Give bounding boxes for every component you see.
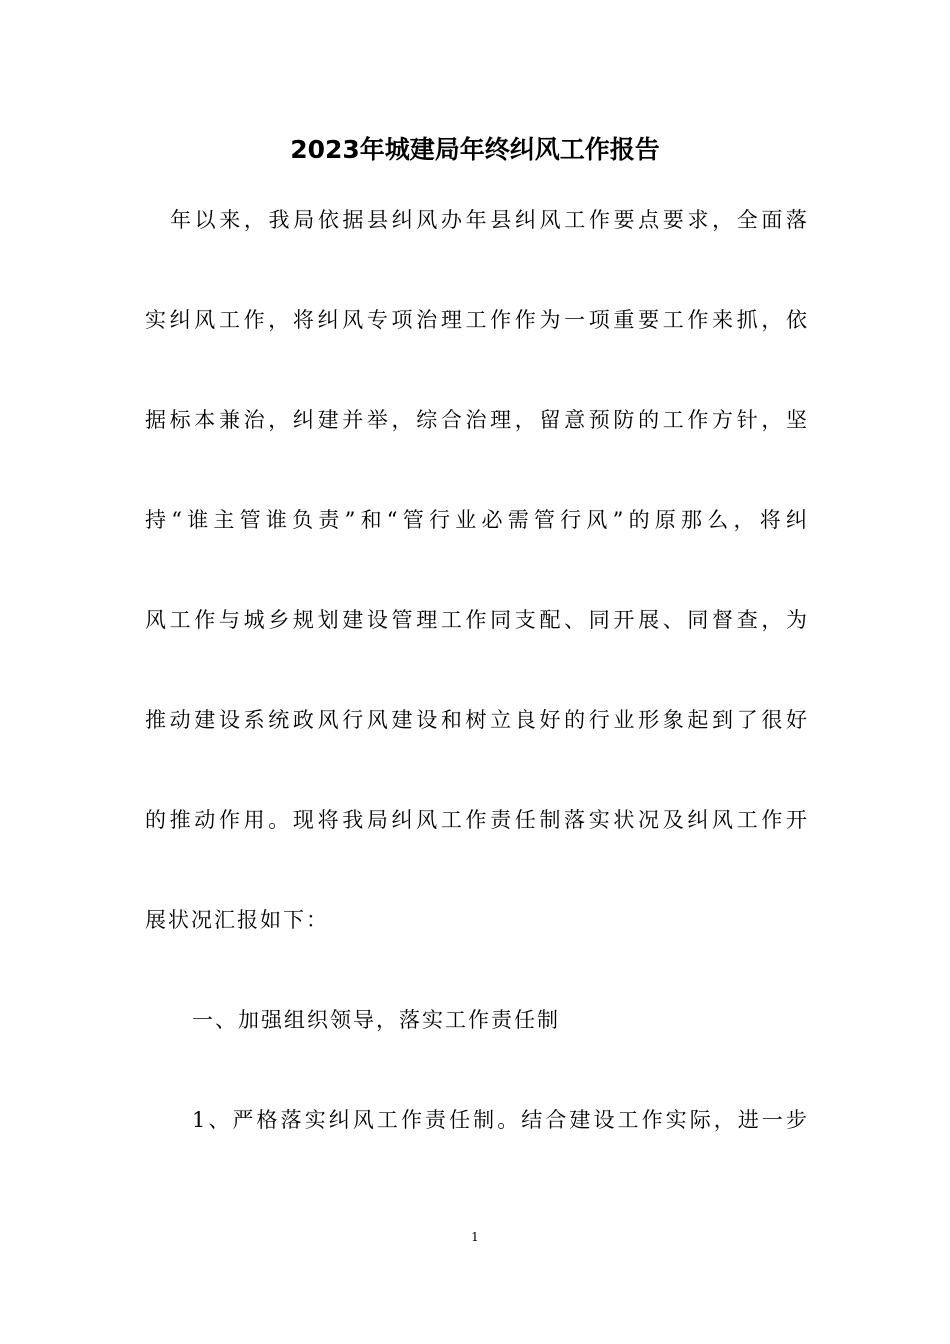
paragraph-line: 实纠风工作，将纠风专项治理工作作为一项重要工作来抓，依 xyxy=(145,308,807,332)
paragraph-line: 据标本兼治，纠建并举，综合治理，留意预防的工作方针，坚 xyxy=(145,408,807,432)
section-heading: 一、加强组织领导，落实工作责任制 xyxy=(192,1008,560,1032)
paragraph-line: 年以来，我局依据县纠风办年县纠风工作要点要求，全面落 xyxy=(170,208,807,232)
paragraph-line: 1、严格落实纠风工作责任制。结合建设工作实际，进一步 xyxy=(192,1108,807,1132)
paragraph-line: 风工作与城乡规划建设管理工作同支配、同开展、同督查，为 xyxy=(145,608,807,632)
paragraph-line: 的推动作用。现将我局纠风工作责任制落实状况及纠风工作开 xyxy=(145,808,807,832)
paragraph-line: 推动建设系统政风行风建设和树立良好的行业形象起到了很好 xyxy=(145,708,807,732)
paragraph-line: 展状况汇报如下： xyxy=(145,908,329,932)
page-number: 1 xyxy=(471,1230,479,1244)
document-title: 2023年城建局年终纠风工作报告 xyxy=(290,135,660,164)
paragraph-line: 持“谁主管谁负责”和“管行业必需管行风”的原那么，将纠 xyxy=(145,508,807,532)
